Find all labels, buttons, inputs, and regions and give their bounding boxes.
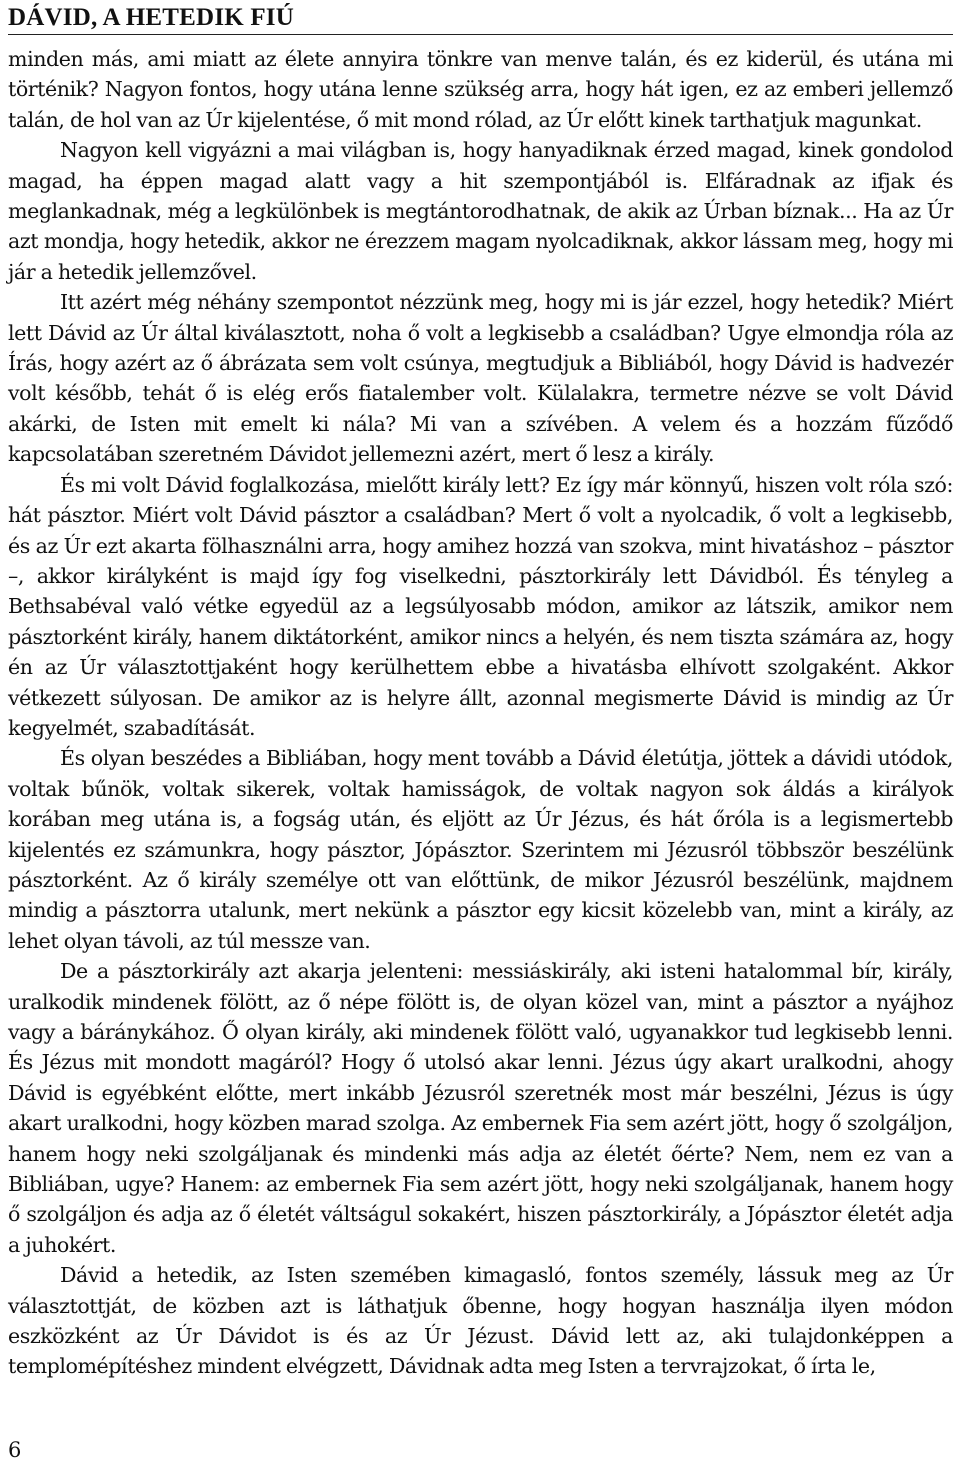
paragraph: Dávid a hetedik, az Isten szemében kimagasló, fontos személy, lássuk meg az Úr választottját, de közben azt is láthatjuk őbenne, hogy hogyan használja ilyen módon eszközként az Úr Dávidot is és az Úr Jézust. Dávid lett az, aki tulajdonképpen a templomépítéshez mindent elvégzett, Dávidnak adta meg Isten a tervrajzokat, ő írta le,: [8, 1263, 953, 1379]
paragraph: Nagyon kell vigyázni a mai világban is, hogy hanyadiknak érzed magad, kinek gondolod magad, ha éppen magad alatt vagy a hit szempontjából is. Elfáradnak az ifjak és meglankadnak, még a legkülönbek is megtántorodhatnak, de akik az Úrban bíznak... Ha az Úr azt mondja, hogy hetedik, akkor ne érezzem magam nyolcadiknak, akkor lássam meg, hogy mi jár a hetedik jellemzővel.: [8, 138, 953, 284]
header-rule: [8, 34, 953, 35]
paragraph: És olyan beszédes a Bibliában, hogy ment tovább a Dávid életútja, jöttek a dávidi utódok, voltak bűnök, voltak sikerek, voltak hamisságok, de voltak nagyon sok áldás a királyok korában meg utána is, a fogság után, és eljött az Úr Jézus, és hát őróla is a legismertebb kijelentés ez számunkra, hogy pásztor, Jópásztor. Szerintem mi Jézusról többször beszélünk pásztorként. Az ő király személye ott van előttünk, de mikor Jézusról beszélünk, majdnem mindig a pásztorra utalunk, mert nekünk a pásztor egy kicsit közelebb van, mint a király, az lehet olyan távoli, az túl messze van.: [8, 746, 953, 953]
paragraph-continued: minden más, ami miatt az élete annyira tönkre van menve talán, és ez kiderül, és utána mi történik? Nagyon fontos, hogy utána lenne szükség arra, hogy hát igen, ez az emberi jellemző talán, de hol van az Úr kijelentése, ő mit mond rólad, az Úr előtt kinek tarthatjuk magunkat.: [8, 47, 953, 132]
body-text: [8, 44, 953, 1382]
running-title: DÁVID, A HETEDIK FIÚ: [8, 4, 294, 31]
paragraph: Itt azért még néhány szempontot nézzünk meg, hogy mi is jár ezzel, hogy hetedik? Miért lett Dávid az Úr által kiválasztott, noha ő volt a legkisebb a családban? Ugye elmondja róla az Írás, hogy azért az ő ábrázata sem volt csúnya, megtudjuk a Bibliából, hogy Dávid is hadvezér volt később, tehát ő is elég erős fiatalember volt. Külalakra, termetre nézve se volt Dávid akárki, de Isten mit emelt ki nála? Mi van a szívében. A velem és a hozzám fűződő kapcsolatában szeretném Dávidot jellemezni azért, mert ő lesz a király.: [8, 290, 953, 467]
book-page: [8, 0, 953, 1465]
paragraph: És mi volt Dávid foglalkozása, mielőtt király lett? Ez így már könnyű, hiszen volt róla szó: hát pásztor. Miért volt Dávid pásztor a családban? Mert ő volt a nyolcadik, ő volt a legkisebb, és az Úr ezt akarta fölhasználni arra, hogy amihez hozzá van szokva, mint hivatáshoz – pásztor –, akkor királyként is majd így fog viselkedni, pásztorkirály lett Dávidból. És tényleg a Bethsabéval való vétke egyedül az a legsúlyosabb módon, amikor az látszik, amikor nem pásztorként király, hanem diktátorként, amikor nincs a helyén, és nem tiszta számára az, hogy én az Úr választottjaként hogy kerülhettem ebbe a hivatásba elhívott szolgaként. Akkor vétkezett súlyosan. De amikor az is helyre állt, azonnal megismerte Dávid is mindig az Úr kegyelmét, szabadítását.: [8, 472, 953, 740]
page-number: 6: [8, 1438, 22, 1462]
paragraph: De a pásztorkirály azt akarja jelenteni: messiáskirály, aki isteni hatalommal bír, király, uralkodik mindenek fölött, az ő népe fölött is, de olyan közel van, mint a pásztor a nyájhoz vagy a báránykához. Ő olyan király, aki mindenek fölött való, ugyanakkor tud legkisebb lenni. És Jézus mit mondott magáról? Hogy ő utolsó akar lenni. Jézus úgy akart uralkodni, ahogy Dávid is egyébként előtte, mert inkább Jézusról szeretnék most már beszélni, Jézus is úgy akart uralkodni, hogy közben marad szolga. Az embernek Fia sem azért jött, hogy ő szolgáljon, hanem hogy neki szolgáljanak és mindenki más adja az életét őérte? Nem, nem ez van a Bibliában, ugye? Hanem: az embernek Fia sem azért jött, hogy neki szolgáljanak, hanem hogy ő szolgáljon és adja az ő életét váltságul sokakért, hiszen pásztorkirály, a Jópásztor életét adja a juhokért.: [8, 959, 953, 1257]
